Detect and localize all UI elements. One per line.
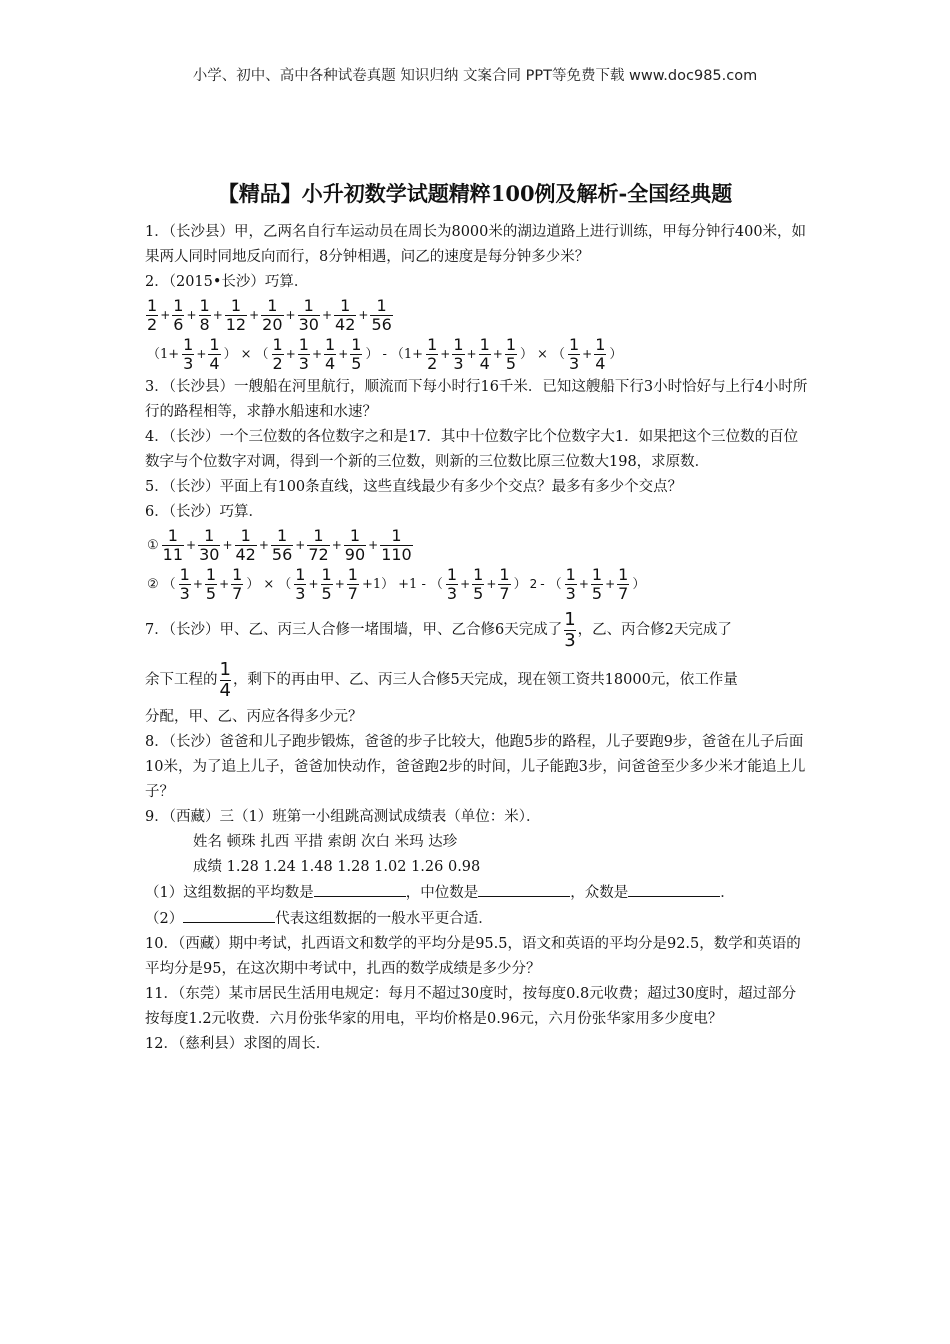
- page-title: 【精品】小升初数学试题精粹100例及解析-全国经典题: [217, 181, 733, 206]
- q6-expression-2: ② （ $\frac{1}{3}$ + $\frac{1}{5}$ + $\frac{1}{7}$ ） × （ $\frac{1}{3}$ + $\frac{1}{5}$ + $\frac{1}{7}$ +1） +1 - （ $\frac{1}{3}$ + $\frac{1}{5}$ + $\frac{1}{7}$ ） 2 - （ $\frac{1}{3}$ + $\frac{1}{5}$ + $\frac{1}{7}$ ）: [147, 565, 646, 603]
- fraction: $\frac{1}{8}$: [199, 296, 210, 334]
- question-10: 10．（西藏）期中考试，扎西语文和数学的平均分是95.5，语文和英语的平均分是92.5，数学和英语的平均分是95，在这次期中考试中，扎西的数学成绩是多少分？: [145, 936, 801, 977]
- question-11: 11．（东莞）某市居民生活用电规定：每月不超过30度时，按每度0.8元收费；超过30度时，超过部分按每度1.2元收费．六月份张华家的用电，平均价格是0.96元，六月份张华家用多少度电？: [145, 986, 797, 1027]
- q2-expression-2: （1+ $\frac{1}{3}$ + $\frac{1}{4}$ ） × （ $\frac{1}{2}$ + $\frac{1}{3}$ + $\frac{1}{4}$ + $\frac{1}{5}$ ） - （1+ $\frac{1}{2}$ + $\frac{1}{3}$ + $\frac{1}{4}$ + $\frac{1}{5}$ ） × （ $\frac{1}{3}$ + $\frac{1}{4}$ ）: [147, 335, 623, 373]
- question-7-line-2: 余下工程的 $\frac{1}{4}$ ，剩下的再由甲、乙、丙三人合修5天完成，现在领工资共18000元，依工作量: [145, 658, 738, 701]
- q9-sub-1: （1）这组数据的平均数是 ，中位数是 ，众数是 ．: [145, 880, 810, 906]
- q6-expression-1: ① $\frac{1}{11}$ + $\frac{1}{30}$ + $\frac{1}{42}$ + $\frac{1}{56}$ + $\frac{1}{72}$ + $\frac{1}{90}$ + $\frac{1}{110}$: [147, 526, 412, 564]
- q9-sub-2: （2） 代表这组数据的一般水平更合适．: [145, 906, 810, 932]
- question-8: 8．（长沙）爸爸和儿子跑步锻炼，爸爸的步子比较大，他跑5步的路程，儿子要跑9步，爸爸在儿子后面10米，为了追上儿子，爸爸加快动作，爸爸跑2步的时间，儿子能跑3步，问爸爸至少多少米才能追上儿子？: [145, 734, 806, 800]
- fraction: $\frac{1}{42}$: [335, 296, 356, 334]
- question-3: 3．（长沙县）一艘船在河里航行，顺流而下每小时行16千米．已知这艘船下行3小时恰好与上行4小时所行的路程相等，求静水船速和水速？: [145, 379, 808, 420]
- answer-blank[interactable]: [183, 906, 275, 923]
- question-2: 2．（2015•长沙）巧算．: [145, 274, 309, 290]
- answer-blank[interactable]: [314, 880, 406, 897]
- question-9: 9．（西藏）三（1）班第一小组跳高测试成绩表（单位：米）．: [145, 809, 541, 825]
- q2-expression-1: $\frac{1}{2}$ + $\frac{1}{6}$ + $\frac{1}{8}$ + $\frac{1}{12}$ + $\frac{1}{20}$ + $\frac{1}{30}$ + $\frac{1}{42}$ + $\frac{1}{56}$: [147, 296, 392, 334]
- answer-blank[interactable]: [628, 880, 720, 897]
- q9-names-row: 姓名 顿珠 扎西 平措 索朗 次白 米玛 达珍: [193, 834, 458, 850]
- question-7-line-1: 7．（长沙）甲、乙、丙三人合修一堵围墙，甲、乙合修6天完成了 $\frac{1}{3}$ ，乙、丙合修2天完成了: [145, 608, 732, 651]
- fraction: $\frac{1}{2}$: [147, 296, 158, 334]
- question-1: 1．（长沙县）甲，乙两名自行车运动员在周长为8000米的湖边道路上进行训练，甲每分钟行400米，如果两人同时同地反向而行，8分钟相遇，问乙的速度是每分钟多少米？: [145, 224, 807, 265]
- question-5: 5．（长沙）平面上有100条直线，这些直线最少有多少个交点？最多有多少个交点？: [145, 479, 683, 495]
- question-6: 6．（长沙）巧算．: [145, 504, 263, 520]
- page-header: 小学、初中、高中各种试卷真题 知识归纳 文案合同 PPT等免费下载 www.doc985.com: [192, 68, 758, 84]
- fraction: $\frac{1}{6}$: [173, 296, 184, 334]
- fraction: $\frac{1}{12}$: [225, 296, 247, 334]
- q9-scores-row: 成绩 1.28 1.24 1.48 1.28 1.02 1.26 0.98: [193, 859, 481, 875]
- question-4: 4．（长沙）一个三位数的各位数字之和是17．其中十位数字比个位数字大1．如果把这个三位数的百位数字与个位数字对调，得到一个新的三位数，则新的三位数比原三位数大198，求原数．: [145, 429, 799, 470]
- fraction: $\frac{1}{56}$: [371, 296, 392, 334]
- fraction: $\frac{1}{30}$: [298, 296, 319, 334]
- question-12: 12．（慈利县）求图的周长．: [145, 1036, 331, 1052]
- fraction: $\frac{1}{20}$: [262, 296, 283, 334]
- answer-blank[interactable]: [478, 880, 570, 897]
- document-body: [145, 220, 810, 1057]
- question-7-line-3: 分配，甲、乙、丙应各得多少元？: [145, 709, 363, 725]
